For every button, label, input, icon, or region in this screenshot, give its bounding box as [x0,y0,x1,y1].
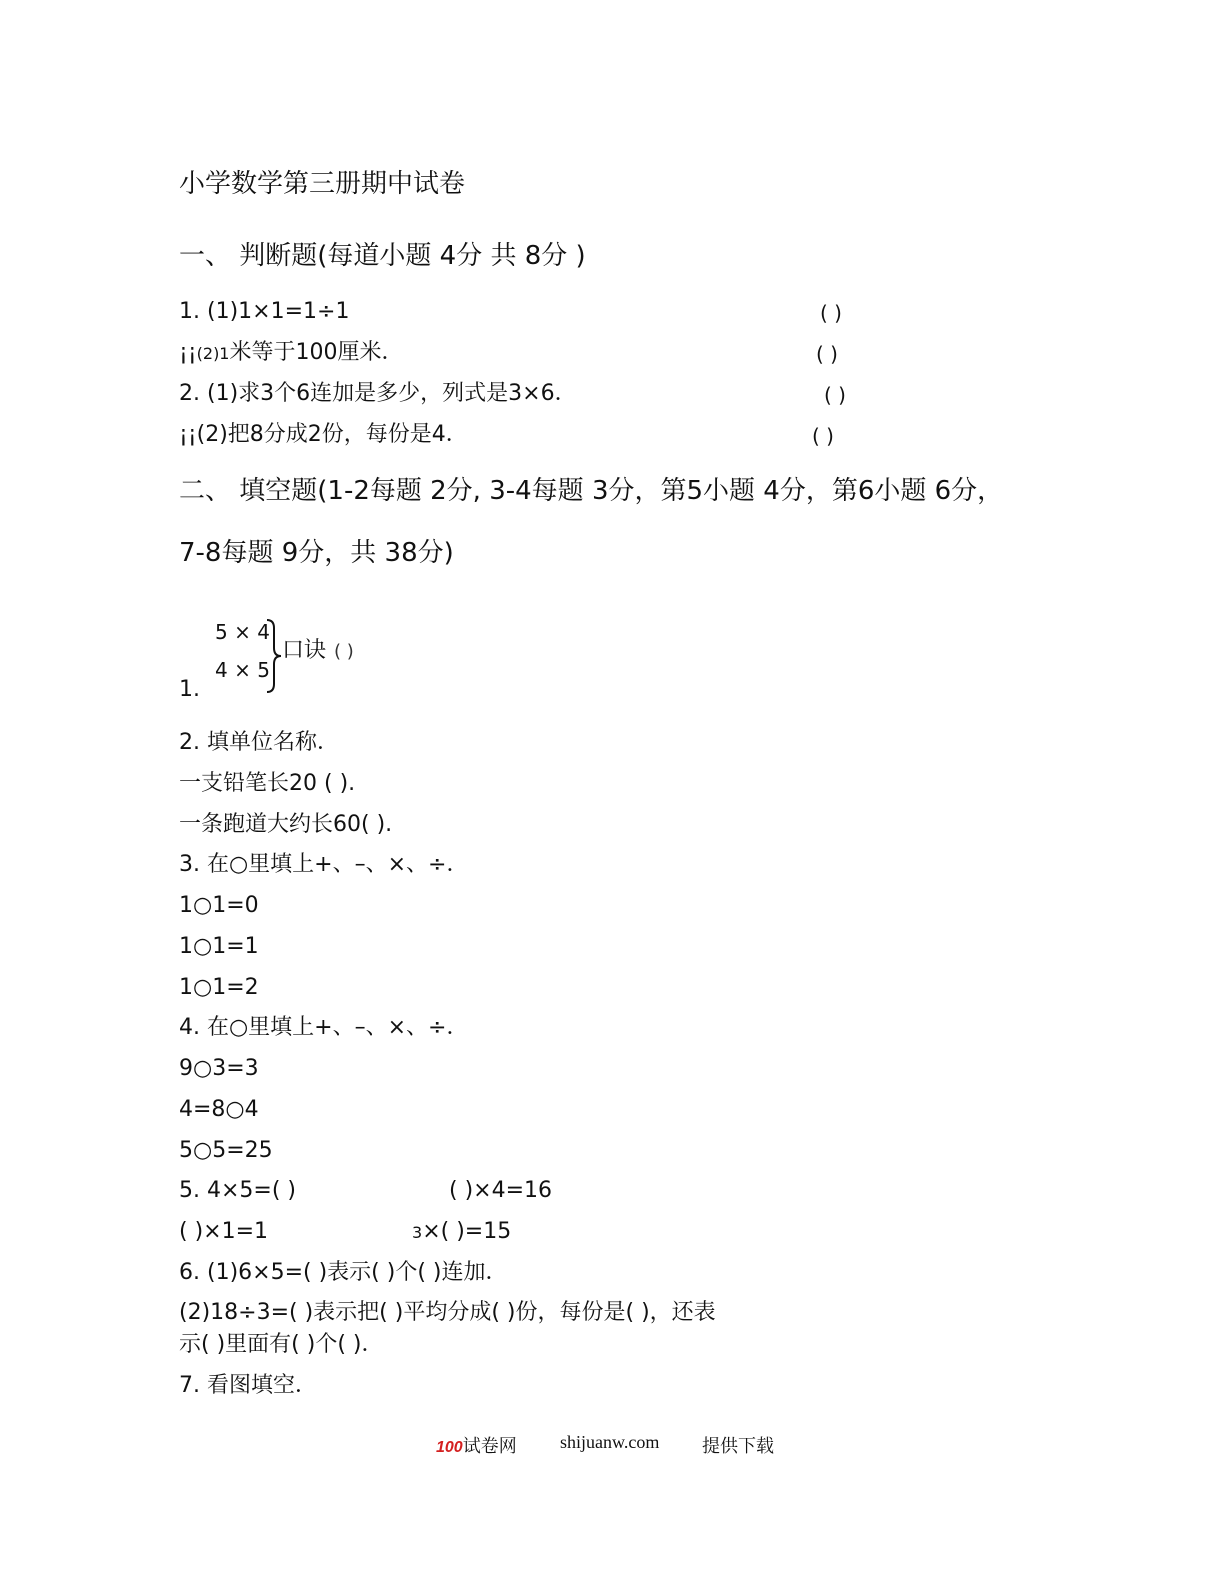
q5-line2b [412,1219,511,1246]
text-fragment: ¡¡ [179,422,197,447]
footer-note: 提供下载 [702,1436,774,1456]
section2-heading-line1: 二、 填空题(1-2每题 2分, 3-4每题 3分，第5小题 4分，第6小题 6分， [179,476,1004,506]
footer-domain[interactable]: shijuanw.com [560,1432,660,1452]
judge-item-2-1: 2. (1)求3个6连加是多少，列式是3×6． [179,381,577,406]
brace-icon [264,618,284,694]
multiplication-rhyme-figure [212,618,442,698]
q1-number: 1. [179,677,200,702]
judge-answer-2-1[interactable]: ( ) [824,383,846,407]
q5-line1b: ( )×4=16 [449,1178,553,1203]
q3-line: 1○1=2 [179,975,259,1000]
page-title: 小学数学第三册期中试卷 [179,169,466,199]
q4-line: 9○3=3 [179,1056,259,1081]
q6-line2: (2)18÷3=( )表示把( )平均分成( )份，每份是( )，还表 [179,1300,716,1325]
rhyme-label: 口诀 [282,638,327,663]
judge-item-2-2 [179,422,468,448]
q4-line: 5○5=25 [179,1138,273,1163]
q2-line1: 一支铅笔长20 ( ). [179,771,356,796]
q7-heading: 7. 看图填空． [179,1373,317,1398]
text-fragment: ¡¡ [179,340,197,365]
rhyme-answer[interactable]: ( ) [334,641,354,662]
expr-bottom: 4 × 5 [215,658,270,682]
site-name: 试卷网 [462,1436,517,1456]
section1-heading: 一、 判断题(每道小题 4分 共 8分 ) [179,241,586,271]
text-fragment: 米等于100厘米． [229,340,404,365]
q3-heading: 3. 在○里填上+、–、×、÷． [179,852,469,877]
section2-heading-line2: 7-8每题 9分，共 38分) [179,538,454,568]
q2-heading: 2. 填单位名称． [179,730,339,755]
q4-line: 4=8○4 [179,1097,259,1122]
q3-line: 1○1=0 [179,893,259,918]
q4-heading: 4. 在○里填上+、–、×、÷． [179,1015,469,1040]
judge-answer-1-2[interactable]: ( ) [816,342,838,366]
text-fragment: (2)把8分成2份，每份是4． [196,422,468,447]
q6-line3: 示( )里面有( )个( )． [179,1332,384,1357]
text-fragment: ×( )=15 [422,1219,512,1244]
q6-line1: 6. (1)6×5=( )表示( )个( )连加． [179,1260,508,1285]
q3-line: 1○1=1 [179,934,259,959]
q5-line2a: ( )×1=1 [179,1219,269,1244]
judge-answer-2-2[interactable]: ( ) [812,424,834,448]
judge-item-1-1: 1. (1)1×1=1÷1 [179,299,350,324]
site-logo: 100 [436,1439,463,1456]
footer-brand [436,1432,517,1458]
expr-top: 5 × 4 [215,620,270,644]
judge-answer-1-1[interactable]: ( ) [820,301,842,325]
text-fragment: 3 [412,1223,423,1242]
q2-line2: 一条跑道大约长60( ). [179,812,393,837]
text-fragment: (2)1 [196,344,230,363]
q5-line1a: 5. 4×5=( ) [179,1178,297,1203]
judge-item-1-2 [179,340,403,367]
